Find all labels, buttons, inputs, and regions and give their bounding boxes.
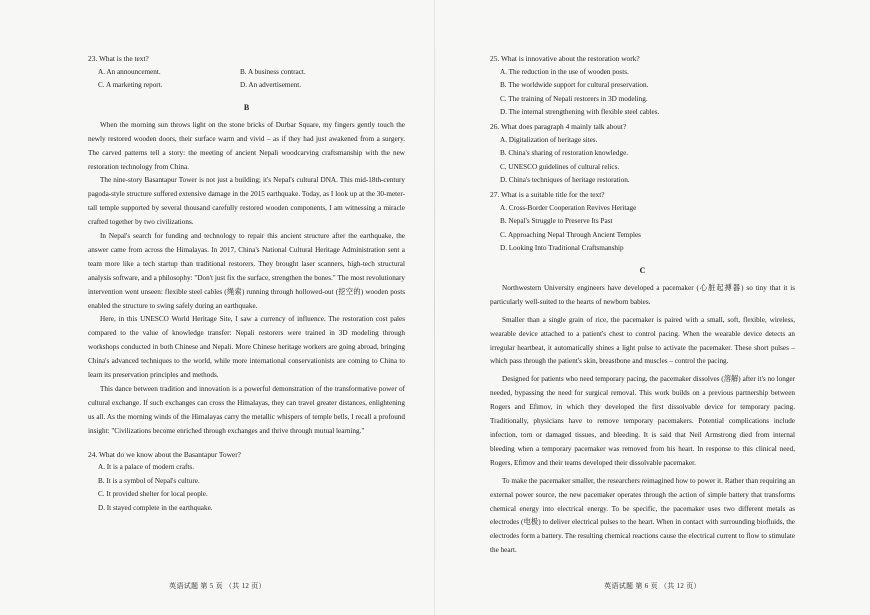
options-row xyxy=(88,79,405,93)
question-25 xyxy=(490,52,795,120)
question-23 xyxy=(88,52,405,93)
paragraph: Smaller than a single grain of rice, the pacemaker is paired with a small, soft, flexible, wireless, wearable device attached to a patient's chest to control pacing. When the wearable device detects an irregular heartbeat, it automatically shines a light pulse to activate the pacemaker. These short pulses – which pass through the patient's skin, breastbone and muscles – control the pacing. xyxy=(490,315,795,366)
option-a: A. Digitalization of heritage sites. xyxy=(500,135,598,144)
option-d: D. Looking Into Traditional Craftsmanship xyxy=(500,244,624,253)
option-d: D. It stayed complete in the earthquake. xyxy=(98,504,213,512)
option-b: B. China's sharing of restoration knowledge. xyxy=(500,149,629,158)
question-26 xyxy=(490,120,795,188)
paragraph: This dance between tradition and innovation is a powerful demonstration of the transformative power of cultural exchange. If such exchanges can cross the Himalayas, they can travel greater distances, enlightening us all. As the morning winds of the Himalayas carry the metallic whispers of temple bells, I recall a profound insight: "Civilizations become enriched through exchanges and thrive through mutual learning." xyxy=(88,385,405,435)
question-text: 24. What do we know about the Basantapur Tower? xyxy=(88,449,241,459)
passage-c xyxy=(490,282,795,558)
option-d: D. An advertisement. xyxy=(240,81,302,90)
paragraph: The nine-story Basantapur Tower is not just a building; it's Nepal's cultural DNA. This mid-18th-century pagoda-style structure suffered extensive damage in the 2015 earthquake. Today, as I look up at the 30-meter-tall temple supported by several thousand carefully restored wooden components, I am witnessing a miracle crafted together by two civilizations. xyxy=(88,176,405,227)
page-footer: 英语试题 第 5 页 （共 12 页） xyxy=(169,582,266,590)
option-a: A. It is a palace of modern crafts. xyxy=(98,463,194,472)
options-row xyxy=(88,66,405,80)
option-c: C. UNESCO guidelines of cultural relics. xyxy=(500,162,620,171)
paragraph: In Nepal's search for funding and technology to repair this ancient structure after the earthquake, the answer came from across the Himalayas. In 2017, China's National Cultural Heritage Administration sent a team more like a tech startup than traditional restorers. They brought laser scanners, high-tech structural analysis software, and a philosophy: "Don't just fix the surface, strengthen the bones." The most revolutionary intervention went unseen: flexible steel cables (绳索) running through hollowed-out (挖空的) wooden posts enabled the structure to swing safely during an earthquake. xyxy=(88,232,405,310)
option-a: A. The reduction in the use of wooden posts. xyxy=(500,67,629,76)
question-text: 27. What is a suitable title for the text? xyxy=(490,189,605,199)
option-c: C. The training of Nepali restorers in 3D modeling. xyxy=(500,94,648,103)
question-text: 23. What is the text? xyxy=(88,54,149,63)
right-page xyxy=(435,0,870,615)
option-c: C. Approaching Nepal Through Ancient Temples xyxy=(500,230,641,239)
question-27 xyxy=(490,188,795,256)
option-b: B. Nepal's Struggle to Preserve Its Past xyxy=(500,217,613,226)
question-24 xyxy=(88,448,405,516)
passage-b xyxy=(88,119,405,439)
option-c: C. It provided shelter for local people. xyxy=(98,490,208,499)
paragraph: Here, in this UNESCO World Heritage Site, I saw a currency of influence. The restoration cost pales compared to the value of knowledge transfer: Nepali restorers were trained in 3D modeling through workshops conducted in both Chinese and Nepali. More Chinese heritage workers are going abroad, bringing China's advanced techniques to the world, while more international conservationists are coming to China to learn its preservation principles and methods. xyxy=(88,315,405,380)
paragraph: Northwestern University engineers have developed a pacemaker (心脏起搏器) so tiny that it is particularly well-suited to the hearts of newborn babies. xyxy=(490,283,795,306)
option-d: D. The internal strengthening with flexible steel cables. xyxy=(500,108,660,117)
option-a: A. Cross-Border Cooperation Revives Heritage xyxy=(500,203,637,212)
paragraph: When the morning sun throws light on the stone bricks of Durbar Square, my fingers gently touch the newly restored wooden doors, their surface warm and vivid – as if they had just awakened from a surgery. The carved patterns tell a story: the meeting of ancient Nepali woodcarving craftsmanship with the new restoration technology from China. xyxy=(88,120,405,171)
section-c-label: C xyxy=(639,265,646,275)
paragraph: Designed for patients who need temporary pacing, the pacemaker dissolves (溶解) after it's no longer needed, bypassing the need for surgical removal. This work builds on a previous partnership between Rogers and Efimov, in which they developed the first dissolvable device for temporary pacing. Traditionally, physicians have to remove temporary pacemakers. Potential complications include infection, torn or damaged tissues, and bleeding. It is said that Neil Armstrong died from internal bleeding when a temporary pacemaker was removed from his heart. In response to this clinical need, Rogers, Efimov and their teams developed their dissolvable pacemaker. xyxy=(490,375,795,467)
option-b: B. A business contract. xyxy=(240,67,306,76)
section-b-label: B xyxy=(243,102,250,112)
option-d: D. China's techniques of heritage restoration. xyxy=(500,176,630,185)
page-footer: 英语试题 第 6 页 （共 12 页） xyxy=(604,582,701,590)
option-a: A. An announcement. xyxy=(98,67,161,76)
question-text: 26. What does paragraph 4 mainly talk about? xyxy=(490,121,627,131)
option-c: C. A marketing report. xyxy=(98,81,163,90)
question-text: 25. What is innovative about the restoration work? xyxy=(490,54,640,63)
option-b: B. It is a symbol of Nepal's culture. xyxy=(98,476,200,485)
option-b: B. The worldwide support for cultural preservation. xyxy=(500,81,649,90)
paragraph: To make the pacemaker smaller, the researchers reimagined how to power it. Rather than requiring an external power source, the new pacemaker operates through the action of simple battery that transforms chemical energy into electrical energy. To be specific, the pacemaker uses two different metals as electrodes (电极) to deliver electrical pulses to the heart. When in contact with surrounding biofluids, the electrodes form a battery. The resulting chemical reactions cause the electrical current to flow to stimulate the heart. xyxy=(490,476,795,555)
